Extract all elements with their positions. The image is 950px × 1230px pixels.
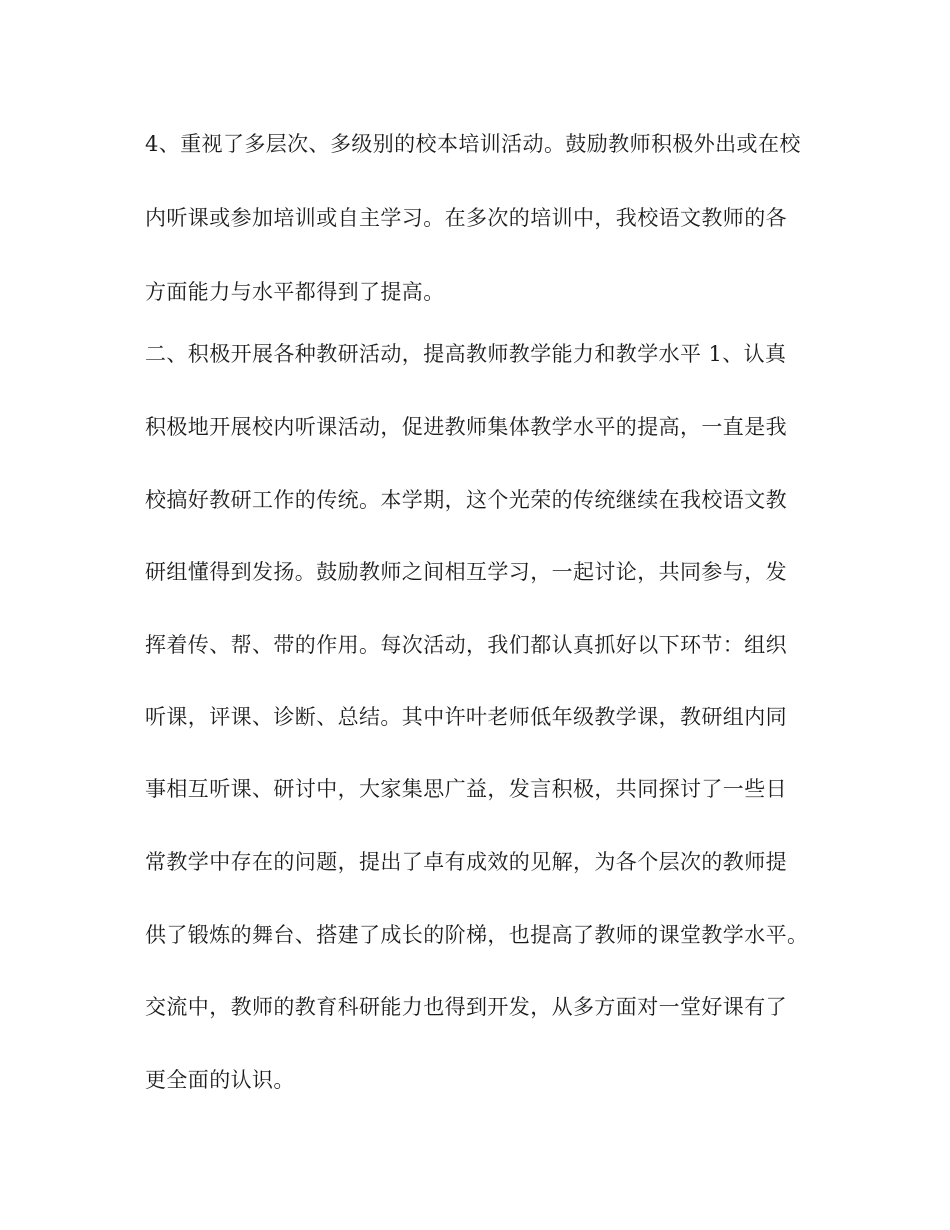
body-text-line: 听课，评课、诊断、总结。其中许叶老师低年级教学课，教研组内同 (145, 705, 787, 729)
body-text-line: 4、重视了多层次、多级别的校本培训活动。鼓励教师积极外出或在校 (145, 132, 801, 156)
body-text-line: 交流中，教师的教育科研能力也得到开发，从多方面对一堂好课有了 (145, 995, 787, 1019)
body-text-line: 挥着传、帮、带的作用。每次活动，我们都认真抓好以下环节：组织 (145, 633, 787, 657)
body-text-line: 更全面的认识。 (145, 1068, 295, 1092)
body-text-line: 供了锻炼的舞台、搭建了成长的阶梯，也提高了教师的课堂教学水平。 (145, 923, 809, 947)
body-text-line: 方面能力与水平都得到了提高。 (145, 280, 445, 304)
body-text-line: 事相互听课、研讨中，大家集思广益，发言积极，共同探讨了一些日 (145, 777, 787, 801)
body-text-line: 积极地开展校内听课活动，促进教师集体教学水平的提高，一直是我 (145, 415, 787, 439)
body-text-line: 常教学中存在的问题，提出了卓有成效的见解，为各个层次的教师提 (145, 850, 787, 874)
body-text-line: 研组懂得到发扬。鼓励教师之间相互学习，一起讨论，共同参与，发 (145, 560, 787, 584)
body-text-line: 二、积极开展各种教研活动，提高教师教学能力和教学水平 1、认真 (145, 342, 787, 366)
body-text-line: 校搞好教研工作的传统。本学期，这个光荣的传统继续在我校语文教 (145, 488, 787, 512)
body-text-line: 内听课或参加培训或自主学习。在多次的培训中，我校语文教师的各 (145, 206, 787, 230)
